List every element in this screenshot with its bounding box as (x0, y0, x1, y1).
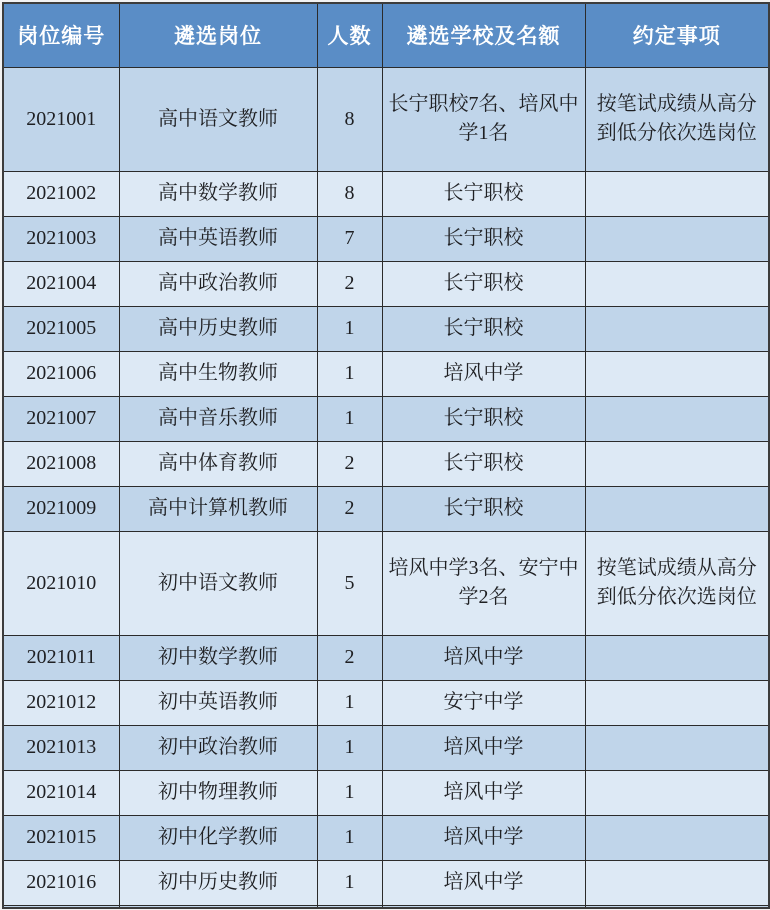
agreed-matters-cell (585, 216, 769, 261)
position-name-cell: 高中生物教师 (119, 351, 317, 396)
headcount-cell: 2 (317, 441, 382, 486)
position-name-cell: 高中政治教师 (119, 261, 317, 306)
col-header-agreed-matters: 约定事项 (585, 3, 769, 67)
school-quota-cell: 培风中学 (382, 725, 585, 770)
agreed-matters-cell: 按笔试成绩从高分到低分依次选岗位 (585, 531, 769, 635)
agreed-matters-cell (585, 635, 769, 680)
agreed-matters-cell (585, 815, 769, 860)
partial-cell (119, 905, 317, 908)
headcount-cell: 8 (317, 171, 382, 216)
school-quota-cell: 培风中学 (382, 351, 585, 396)
table-body (3, 67, 769, 908)
position-name-cell: 高中英语教师 (119, 216, 317, 261)
selection-positions-table-wrap (2, 2, 768, 908)
position-name-cell: 高中体育教师 (119, 441, 317, 486)
school-quota-cell: 长宁职校 (382, 441, 585, 486)
school-quota-cell: 长宁职校 (382, 171, 585, 216)
table-row (3, 261, 769, 306)
position-code-cell: 2021003 (3, 216, 119, 261)
header-row (3, 3, 769, 67)
table-row (3, 171, 769, 216)
agreed-matters-cell: 按笔试成绩从高分到低分依次选岗位 (585, 67, 769, 171)
partial-clipped-row (3, 905, 769, 908)
headcount-cell: 1 (317, 860, 382, 905)
table-header (3, 3, 769, 67)
position-code-cell: 2021005 (3, 306, 119, 351)
col-header-selection-position: 遴选岗位 (119, 3, 317, 67)
agreed-matters-cell (585, 860, 769, 905)
position-code-cell: 2021002 (3, 171, 119, 216)
col-header-position-code: 岗位编号 (3, 3, 119, 67)
position-name-cell: 初中英语教师 (119, 680, 317, 725)
agreed-matters-cell (585, 261, 769, 306)
headcount-cell: 8 (317, 67, 382, 171)
position-name-cell: 初中数学教师 (119, 635, 317, 680)
agreed-matters-cell (585, 486, 769, 531)
headcount-cell: 5 (317, 531, 382, 635)
position-code-cell: 2021012 (3, 680, 119, 725)
school-quota-cell: 长宁职校 (382, 486, 585, 531)
position-code-cell: 2021010 (3, 531, 119, 635)
position-name-cell: 初中政治教师 (119, 725, 317, 770)
position-code-cell: 2021008 (3, 441, 119, 486)
headcount-cell: 2 (317, 635, 382, 680)
position-name-cell: 高中历史教师 (119, 306, 317, 351)
agreed-matters-cell (585, 770, 769, 815)
table-row (3, 216, 769, 261)
position-name-cell: 高中音乐教师 (119, 396, 317, 441)
table-row (3, 396, 769, 441)
position-code-cell: 2021015 (3, 815, 119, 860)
position-name-cell: 初中语文教师 (119, 531, 317, 635)
agreed-matters-cell (585, 351, 769, 396)
partial-cell (317, 905, 382, 908)
headcount-cell: 2 (317, 261, 382, 306)
col-header-headcount: 人数 (317, 3, 382, 67)
school-quota-cell: 培风中学 (382, 815, 585, 860)
agreed-matters-cell (585, 725, 769, 770)
position-name-cell: 高中计算机教师 (119, 486, 317, 531)
position-name-cell: 高中数学教师 (119, 171, 317, 216)
school-quota-cell: 长宁职校7名、培风中学1名 (382, 67, 585, 171)
school-quota-cell: 培风中学 (382, 770, 585, 815)
agreed-matters-cell (585, 171, 769, 216)
school-quota-cell: 培风中学 (382, 860, 585, 905)
position-name-cell: 初中历史教师 (119, 860, 317, 905)
position-code-cell: 2021001 (3, 67, 119, 171)
selection-positions-table (2, 2, 770, 909)
position-name-cell: 高中语文教师 (119, 67, 317, 171)
table-row (3, 351, 769, 396)
headcount-cell: 1 (317, 680, 382, 725)
table-row (3, 815, 769, 860)
table-row (3, 860, 769, 905)
table-row (3, 67, 769, 171)
table-row (3, 725, 769, 770)
headcount-cell: 7 (317, 216, 382, 261)
school-quota-cell: 培风中学 (382, 635, 585, 680)
table-row (3, 635, 769, 680)
headcount-cell: 1 (317, 306, 382, 351)
headcount-cell: 1 (317, 725, 382, 770)
partial-cell (585, 905, 769, 908)
headcount-cell: 1 (317, 815, 382, 860)
headcount-cell: 2 (317, 486, 382, 531)
partial-cell (3, 905, 119, 908)
school-quota-cell: 长宁职校 (382, 261, 585, 306)
position-name-cell: 初中化学教师 (119, 815, 317, 860)
position-code-cell: 2021016 (3, 860, 119, 905)
agreed-matters-cell (585, 306, 769, 351)
agreed-matters-cell (585, 441, 769, 486)
agreed-matters-cell (585, 680, 769, 725)
col-header-school-quota: 遴选学校及名额 (382, 3, 585, 67)
table-row (3, 680, 769, 725)
position-code-cell: 2021013 (3, 725, 119, 770)
school-quota-cell: 培风中学3名、安宁中学2名 (382, 531, 585, 635)
table-row (3, 306, 769, 351)
table-row (3, 770, 769, 815)
school-quota-cell: 安宁中学 (382, 680, 585, 725)
position-code-cell: 2021014 (3, 770, 119, 815)
agreed-matters-cell (585, 396, 769, 441)
school-quota-cell: 长宁职校 (382, 216, 585, 261)
table-row (3, 441, 769, 486)
headcount-cell: 1 (317, 770, 382, 815)
school-quota-cell: 长宁职校 (382, 396, 585, 441)
position-code-cell: 2021011 (3, 635, 119, 680)
position-code-cell: 2021007 (3, 396, 119, 441)
headcount-cell: 1 (317, 351, 382, 396)
partial-cell (382, 905, 585, 908)
position-code-cell: 2021009 (3, 486, 119, 531)
position-code-cell: 2021006 (3, 351, 119, 396)
position-name-cell: 初中物理教师 (119, 770, 317, 815)
headcount-cell: 1 (317, 396, 382, 441)
table-row (3, 531, 769, 635)
position-code-cell: 2021004 (3, 261, 119, 306)
table-row (3, 486, 769, 531)
school-quota-cell: 长宁职校 (382, 306, 585, 351)
